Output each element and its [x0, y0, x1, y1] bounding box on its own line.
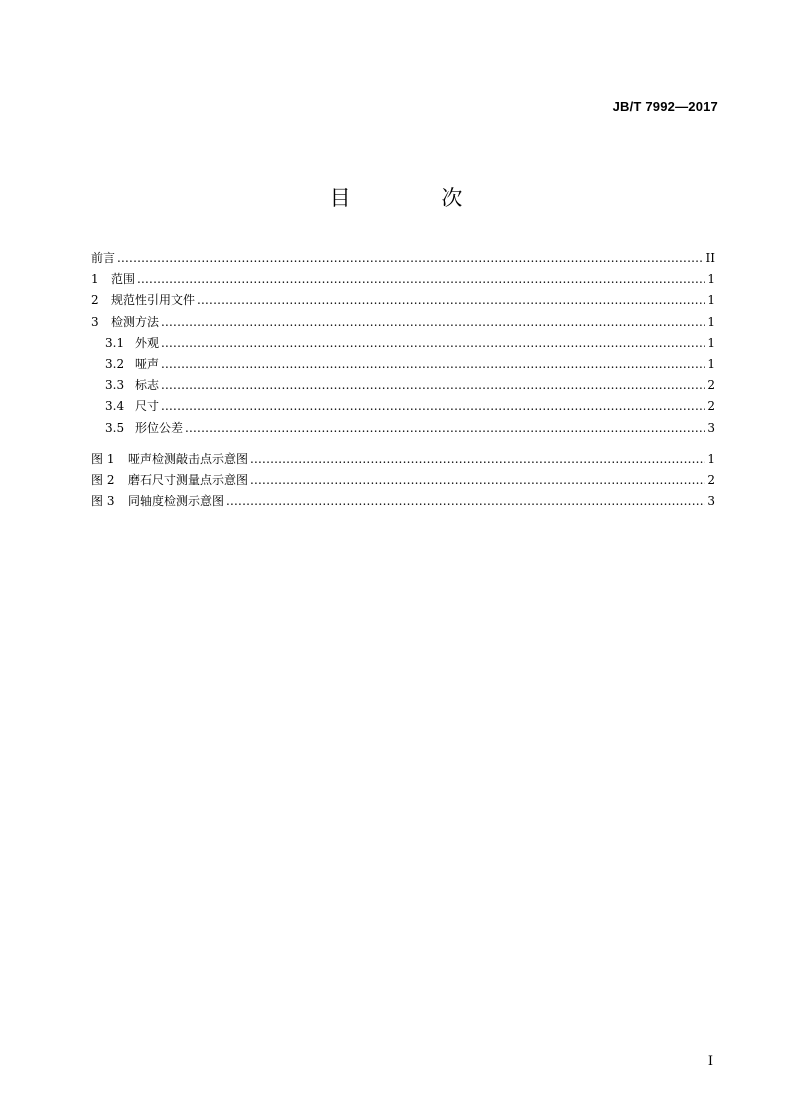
figure-page-number: 1 [707, 451, 715, 466]
toc-leader-dots [117, 248, 704, 269]
toc-leader-dots [185, 418, 705, 439]
toc-label: 检测方法 [111, 314, 160, 329]
toc-page-number: 2 [707, 378, 715, 393]
figure-number: 图 1 [91, 451, 115, 466]
toc-number: 3.2 [105, 356, 125, 371]
toc-leader-dots [197, 290, 705, 311]
figure-number: 图 2 [91, 472, 115, 487]
toc-label: 形位公差 [135, 420, 184, 435]
standard-code: JB/T 7992—2017 [612, 99, 718, 114]
toc-leader-dots [161, 312, 705, 333]
page-title: 目 次 [329, 186, 505, 210]
figure-page-number: 3 [707, 494, 715, 509]
toc-number: 3.1 [105, 335, 125, 350]
toc-page-number: 1 [707, 356, 715, 371]
figure-entry-3[interactable] [91, 491, 715, 512]
toc-leader-dots [226, 491, 705, 512]
toc-label: 规范性引用文件 [111, 293, 196, 308]
toc-leader-dots [137, 269, 705, 290]
figure-label: 哑声检测敲击点示意图 [128, 451, 249, 466]
toc-number: 1 [91, 272, 99, 287]
toc-page-number: 1 [707, 293, 715, 308]
toc-label: 前言 [91, 251, 116, 265]
toc-number: 3.5 [105, 420, 125, 435]
toc-label: 范围 [111, 272, 136, 287]
toc-label: 哑声 [135, 356, 160, 371]
toc-entry-foreword[interactable] [91, 248, 715, 269]
toc-label: 外观 [135, 335, 160, 350]
toc-entry-3-2[interactable] [91, 354, 715, 375]
toc-page-number: II [705, 251, 715, 265]
toc-entry-1[interactable] [91, 269, 715, 290]
toc-label: 尺寸 [135, 399, 160, 414]
toc-number: 3.4 [105, 399, 125, 414]
toc-page-number: 2 [707, 399, 715, 414]
figure-entry-1[interactable] [91, 449, 715, 470]
figure-label: 磨石尺寸测量点示意图 [128, 472, 249, 487]
toc-leader-dots [250, 470, 705, 491]
toc-entry-3-3[interactable] [91, 375, 715, 396]
toc-page-number: 3 [707, 420, 715, 435]
toc-entry-3[interactable] [91, 312, 715, 333]
toc-leader-dots [250, 449, 705, 470]
toc-page-number: 1 [707, 314, 715, 329]
toc-number: 3.3 [105, 378, 125, 393]
figure-number: 图 3 [91, 494, 115, 509]
toc-leader-dots [161, 375, 705, 396]
toc-leader-dots [161, 354, 705, 375]
toc-leader-dots [161, 396, 705, 417]
toc-number: 2 [91, 293, 99, 308]
toc-page-number: 1 [707, 272, 715, 287]
toc-entry-3-1[interactable] [91, 333, 715, 354]
toc-page-number: 1 [707, 335, 715, 350]
toc-entry-3-5[interactable] [91, 418, 715, 439]
toc-entry-2[interactable] [91, 290, 715, 311]
toc-label: 标志 [135, 378, 160, 393]
toc-spacer [91, 439, 715, 449]
figure-label: 同轴度检测示意图 [128, 494, 225, 509]
table-of-contents [91, 248, 715, 512]
toc-leader-dots [161, 333, 705, 354]
toc-entry-3-4[interactable] [91, 396, 715, 417]
figure-entry-2[interactable] [91, 470, 715, 491]
footer-page-number: I [707, 1054, 713, 1069]
toc-number: 3 [91, 314, 99, 329]
figure-page-number: 2 [707, 472, 715, 487]
